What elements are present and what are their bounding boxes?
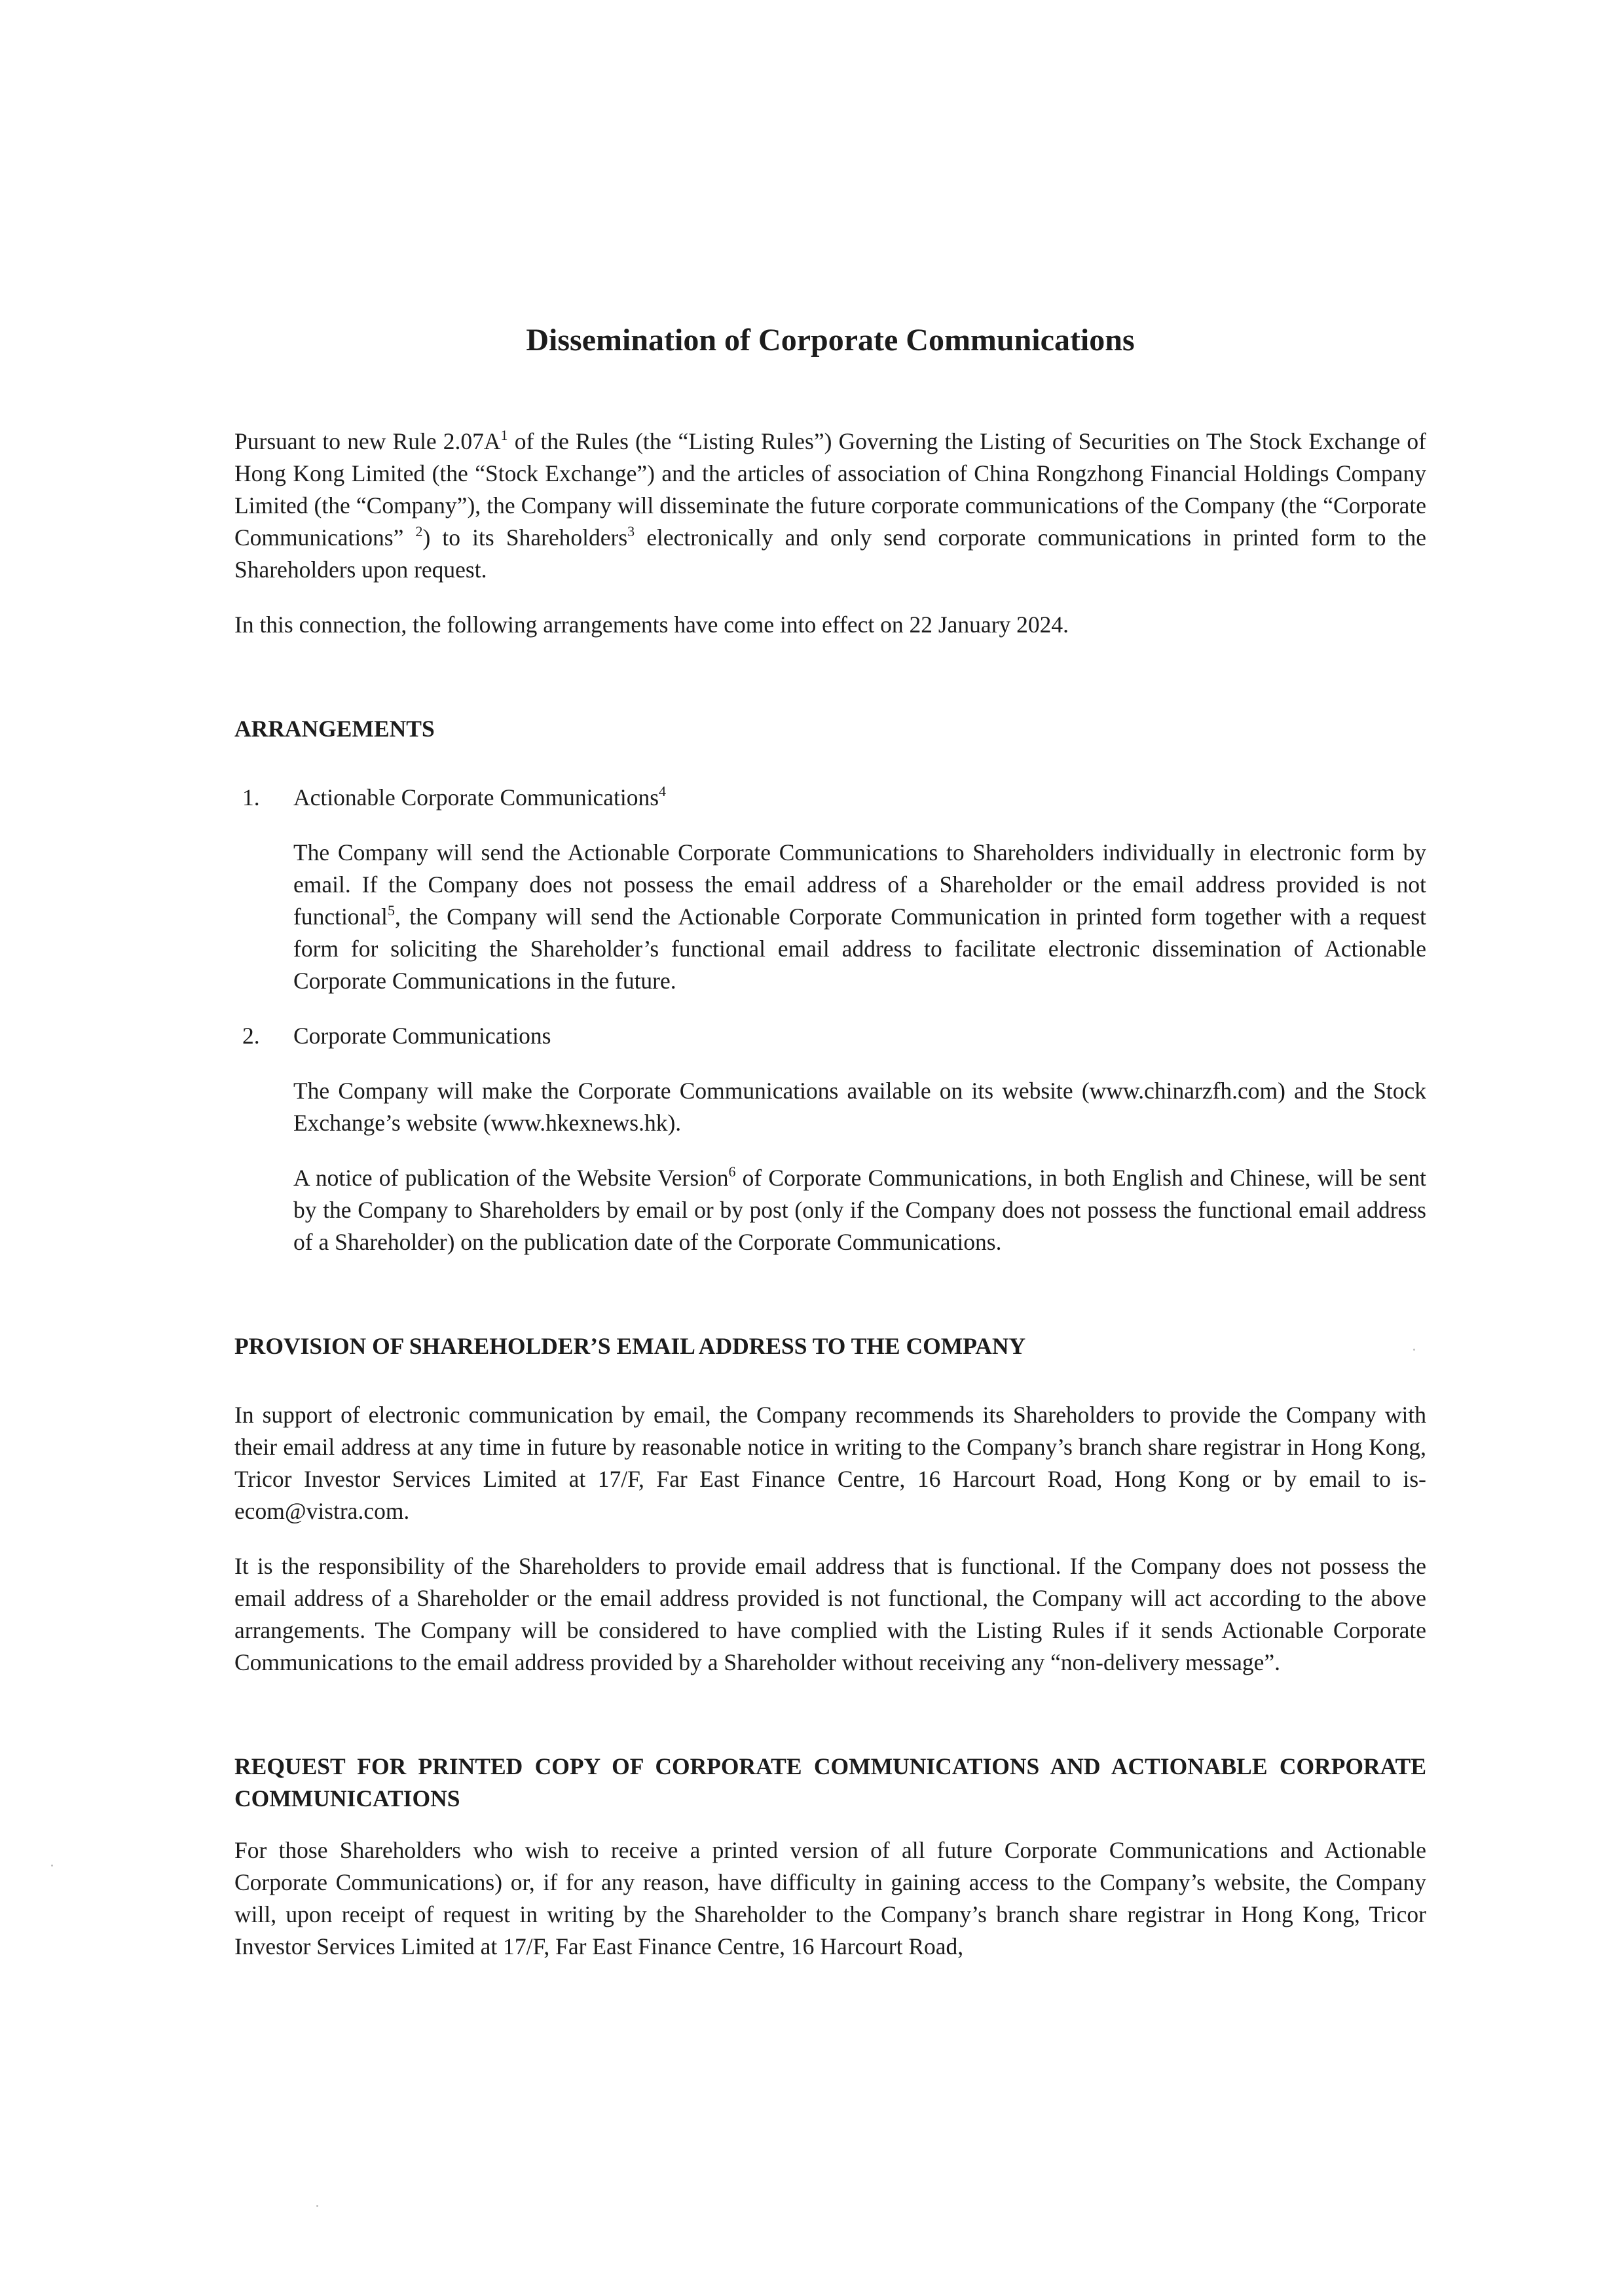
request-heading: REQUEST FOR PRINTED COPY OF CORPORATE COMMUNICATIONS AND ACTIONABLE CORPORATE COMMUNICATIONS <box>234 1753 1426 1812</box>
item-body-text: , the Company will send the Actionable Corporate Communication in printed form together with a request form for soliciting the Shareholder’s functional email address to facilitate electronic dissemination of Actionable Corporate Communications in the future. <box>293 903 1426 994</box>
arrangement-item <box>234 1020 1426 1258</box>
item-body-text: The Company will send the Actionable Corporate Communications to Shareholders individually in electronic form by email. If the Company does not possess the email address of a Shareholder or the email address provided is not functional <box>293 839 1426 930</box>
item-title-text: Actionable Corporate Communications <box>293 784 659 811</box>
intro-paragraph <box>234 426 1426 586</box>
intro-text: of the Rules (the “Listing Rules”) Governing the Listing of Securities on The Stock Exchange of Hong Kong Limited (the “Stock Exchange”) and the articles of association of China Rongzhong Financial Holdings Company Limited (the “Company”), the Company will disseminate the future corporate communications of the Company (the “Corporate Communications” <box>234 428 1426 551</box>
effective-date-paragraph: In this connection, the following arrangements have come into effect on 22 January 2024. <box>234 611 1069 638</box>
footnote-ref: 3 <box>627 523 635 539</box>
item-title: Corporate Communications <box>293 1023 551 1049</box>
arrangement-item <box>234 782 1426 997</box>
item-title <box>293 782 1426 814</box>
item-number: 2. <box>242 1023 260 1049</box>
footnote-ref: 4 <box>659 783 667 799</box>
provision-paragraph: In support of electronic communication by email, the Company recommends its Shareholders to provide the Company with their email address at any time in future by reasonable notice in writing to the Company’s branch share registrar in Hong Kong, Tricor Investor Services Limited at 17/F, Far East Finance Centre, 16 Harcourt Road, Hong Kong or by email to is-ecom@vistra.com. <box>234 1402 1426 1524</box>
item-body-text: A notice of publication of the Website Version <box>293 1165 729 1191</box>
request-paragraph: For those Shareholders who wish to receive a printed version of all future Corporate Communications and Actionable Corporate Communications) or, if for any reason, have difficulty in gaining access to the Company’s website, the Company will, upon receipt of request in writing by the Shareholder to the Company’s branch share registrar in Hong Kong, Tricor Investor Services Limited at 17/F, Far East Finance Centre, 16 Harcourt Road, <box>234 1837 1426 1959</box>
intro-text: Pursuant to new Rule 2.07A <box>234 428 501 454</box>
footnote-ref: 5 <box>387 902 395 919</box>
intro-text: electronically and only send corporate communications in printed form to the Shareholders upon request. <box>234 524 1427 583</box>
item-body: The Company will make the Corporate Communications available on its website (www.chinarzfh.com) and the Stock Exchange’s website (www.hkexnews.hk). <box>293 1078 1426 1136</box>
provision-heading: PROVISION OF SHAREHOLDER’S EMAIL ADDRESS TO THE COMPANY <box>234 1333 1026 1359</box>
item-number: 1. <box>242 784 260 811</box>
item-body <box>293 837 1426 997</box>
intro-text: ) to its Shareholders <box>422 524 628 551</box>
footnote-ref: 6 <box>728 1163 736 1180</box>
footnote-ref: 1 <box>500 427 508 443</box>
scan-speck <box>51 1865 53 1867</box>
item-body <box>293 1162 1426 1258</box>
arrangements-heading: ARRANGEMENTS <box>234 716 435 742</box>
scan-speck <box>316 2205 318 2207</box>
provision-paragraph: It is the responsibility of the Shareholders to provide email address that is functional. If the Company does not possess the email address of a Shareholder or the email address provided is not functional, the Company will act according to the above arrangements. The Company will be considered to have complied with the Listing Rules if it sends Actionable Corporate Communications to the email address provided by a Shareholder without receiving any “non-delivery message”. <box>234 1553 1426 1675</box>
document-body <box>234 321 1426 1986</box>
footnote-ref: 2 <box>415 523 423 539</box>
item-body-text: of Corporate Communications, in both English and Chinese, will be sent by the Company to Shareholders by email or by post (only if the Company does not possess the functional email address of a Shareholder) on the publication date of the Corporate Communications. <box>293 1165 1426 1255</box>
document-title: Dissemination of Corporate Communications <box>526 323 1135 357</box>
